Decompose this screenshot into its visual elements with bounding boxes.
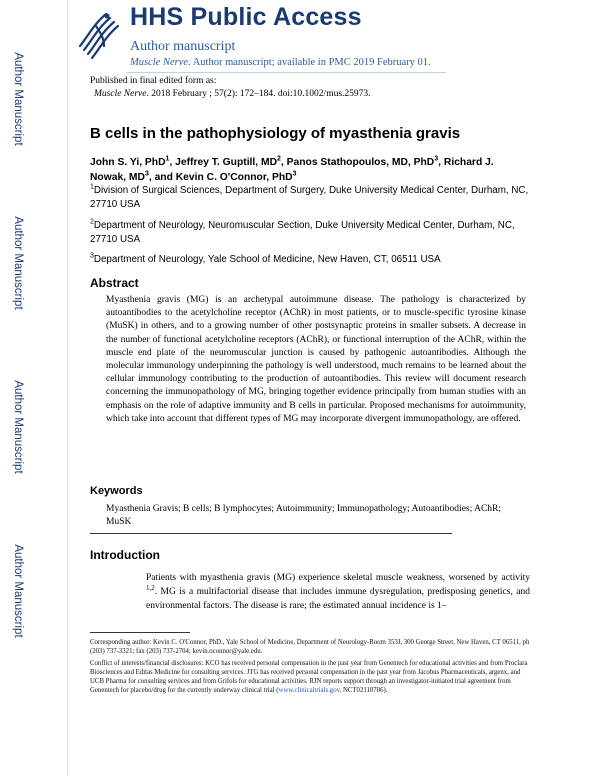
header-availability (130, 57, 431, 68)
header-journal: Muscle Nerve (130, 57, 189, 68)
hhs-eagle-logo-icon (74, 6, 122, 62)
author-name: Panos Stathopoulos, MD, PhD (286, 157, 435, 168)
published-line: Published in final edited form as: (90, 76, 217, 86)
author-name: Richard J. Nowak, MD (90, 157, 494, 183)
side-label-author-manuscript: Author Manuscript (12, 544, 24, 638)
header-rule (126, 72, 446, 73)
keywords-rule (90, 533, 452, 534)
author-name: Kevin C. O'Connor, PhD (175, 172, 293, 183)
author-affiliation-sup: 2 (277, 155, 281, 163)
citation-line (94, 89, 371, 99)
author-affiliation-sup: 3 (144, 170, 149, 178)
side-label-author-manuscript: Author Manuscript (12, 380, 24, 474)
left-margin-rule (67, 0, 68, 776)
header-availability-text: . Author manuscript; available in PMC 2019 February 01. (188, 57, 431, 68)
keywords-text: Myasthenia Gravis; B cells; B lymphocytes; Autoimmunity; Immunopathology; Autoantibodies; AChR; MuSK (106, 504, 502, 528)
citation-text: . 2018 February ; 57(2): 172–184. doi:10.1002/mus.25973. (146, 89, 371, 99)
author-name: Jeffrey T. Guptill, MD (175, 157, 278, 168)
author-list: John S. Yi, PhD$^1$, Jeffrey T. Guptill, $MD^2$, Panos Stathopoulos, MD, PhD$^3$, Richard J. Nowak, $MD^3$, and Kevin C. O'Connor, PhD$^3$ (90, 155, 494, 183)
citation-journal: Muscle Nerve (94, 89, 147, 99)
author-affiliation-sup: 3 (292, 170, 297, 178)
introduction-heading: Introduction (90, 548, 160, 562)
header-title: HHS Public Access (130, 3, 362, 31)
author-name: John S. Yi, PhD (90, 157, 166, 168)
abstract-text: Myasthenia gravis (MG) is an archetypal autoimmune disease. The pathology is characterized by autoantibodies to the acetylcholine receptor (AChR) in most patients, or to muscle-specific tyrosine kinase (MuSK) in others, and to a growing number of other postsynaptic proteins in smaller subsets. A decrease in the number of functional acetylcholine receptors (AChR), or functional interruption of the AChR, within the muscle end plate of the neuromuscular junction is caused by pathogenic autoantibodies. Although the molecular immunology underpinning the pathology is well understood, much remains to be learned about the cellular immunology contributing to the production of autoantibodies. This review will document research concerning the immunopathology of MG, bringing together evidence principally from human studies with an emphasis on the role of adaptive immunity and B cells in particular. Proposed mechanisms for autoimmunity, which take into account that different types of MG may incorporate divergent immunopathology, are offered. (106, 295, 526, 424)
conflict-of-interest-note: Conflict of interests/financial disclosures: KCO has received personal compensation in the past year from Genentech for educational activities and from Proclara Biosciences and Editas Medicine for consulting services. JTG has received personal compensation in the past year from Jacobus Pharmaceuticals, argenx, and UCB Pharma for consulting services and from Grifols for educational activities. RJN reports support through an investigator-initiated trial agreement from Genentech for placebo/drug for the currently underway clinical trial (www.clinicaltrials.gov, NCT02110706). (90, 660, 528, 694)
author-affiliation-sup: 1 (165, 155, 170, 163)
header-subtitle: Author manuscript (130, 39, 236, 54)
side-label-author-manuscript: Author Manuscript (12, 52, 24, 146)
affiliation: $^1$Division of Surgical Sciences, Department of Surgery, Duke University Medical Center, Durham, NC, 27710 USA (90, 183, 529, 210)
author-affiliation-sup: 3 (434, 155, 439, 163)
clinicaltrials-link[interactable]: www.clinicaltrials.gov (278, 687, 340, 694)
introduction-text: Patients with myasthenia gravis (MG) experience skeletal muscle weakness, worsened by activity $^{1,2}$. MG is a multifactorial disease that includes immune dysregulation, predisposing genetics, and environmental factors. The disease is rare; the estimated annual incidence is 1– (146, 573, 530, 611)
footnote-rule (90, 632, 190, 633)
affiliation: $^2$Department of Neurology, Neuromuscular Section, Duke University Medical Center, Durham, NC, 27710 USA (90, 218, 515, 245)
side-label-author-manuscript: Author Manuscript (12, 216, 24, 310)
article-title: B cells in the pathophysiology of myasthenia gravis (90, 125, 461, 142)
corresponding-author-note: Corresponding author: Kevin C. O'Connor, PhD., Yale School of Medicine, Department of Neurology-Room 353J, 300 George Street, New Haven, CT 06511, ph (203) 737-3321; fax (203) 737-2704; kevin.oconnor@yale.edu. (90, 639, 530, 655)
abstract-heading: Abstract (90, 276, 139, 290)
reference-sup[interactable]: 1,2 (146, 583, 155, 592)
affiliation: $^3$Department of Neurology, Yale School of Medicine, New Haven, CT, 06511 USA (90, 252, 441, 265)
keywords-heading: Keywords (90, 485, 143, 497)
